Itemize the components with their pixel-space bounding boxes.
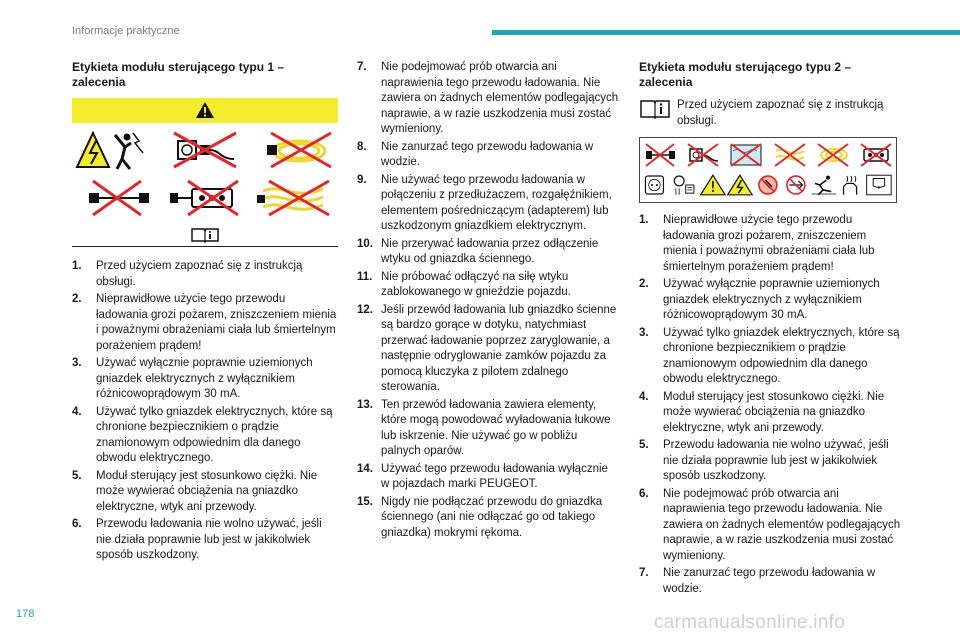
label-pictogram-grid — [72, 123, 338, 225]
no-extension-cord-icon — [75, 177, 157, 219]
label-type-2-pictograms — [639, 137, 897, 203]
list-item: 14. Używać tego przewodu ładowania wyłącznie w pojazdach marki PEUGEOT. — [357, 462, 608, 490]
no-water-immersion-icon — [729, 141, 763, 169]
list-item: 1. Nieprawidłowe użycie tego przewodu ładowania grozi pożarem, zniszczeniem mienia i poważnymi obrażeniami ciała lub śmiertelnym porażeniem prądem! — [639, 214, 875, 273]
list-item: 4. Moduł sterujący jest stosunkowo ciężki. Nie może wywierać obciążenia na gniazdko elektryczne, wtyk ani przewody. — [639, 390, 885, 434]
warning-triangle-icon — [195, 101, 215, 119]
manual-note-text: Przed użyciem zapoznać się z instrukcją obsługi. — [677, 99, 884, 127]
label-manual-row — [72, 225, 338, 247]
no-adapter-icon — [253, 177, 335, 219]
no-adapter-icon — [773, 141, 807, 169]
fuse-breaker-icon — [671, 171, 699, 199]
read-manual-book-icon — [639, 99, 671, 119]
no-extension-cord-icon — [643, 141, 677, 169]
list-item: 7. Nie podejmować prób otwarcia ani naprawienia tego przewodu ładowania. Nie zawiera on żadnych elementów podlegających naprawie, a w razie uszkodzenia musi zostać wymieniony. — [357, 61, 619, 135]
list-item: 5. Przewodu ładowania nie wolno używać, jeśli nie działa poprawnie lub jest w jakikolwiek sposób uszkodzony. — [639, 439, 889, 482]
no-power-strip-icon — [164, 177, 246, 219]
header-accent-bar — [492, 30, 960, 35]
hot-surface-hand-icon — [837, 171, 865, 199]
list-item: 15. Nigdy nie podłączać przewodu do gniazdka ściennego (ani nie odłączać go od takiego gniazdka) mokrymi rękoma. — [357, 495, 603, 539]
list-item: 2. Używać wyłącznie poprawnie uziemionych gniazdek elektrycznych z wyłącznikiem różnicowoprądowym 30 mA. — [639, 278, 880, 321]
grounded-socket-icon — [643, 171, 671, 199]
section-title-type-1: Etykieta modułu sterującego typu 1 – zalecenia — [72, 60, 285, 89]
list-type-1-part-1 — [72, 259, 338, 564]
list-item: 3. Używać wyłącznie poprawnie uziemionych gniazdek elektrycznych z wyłącznikiem różnicowoprądowym 30 mA. — [72, 357, 313, 400]
handle-with-care-icon — [865, 171, 893, 199]
list-item: 10. Nie przerywać ładowania przez odłączenie wtyku od gniazdka ściennego. — [357, 237, 599, 265]
list-item: 1. Przed użyciem zapoznać się z instrukcją obsługi. — [72, 260, 303, 288]
no-wet-hands-icon — [754, 171, 782, 199]
list-item: 8. Nie zanurzać tego przewodu ładowania w wodzie. — [357, 140, 594, 168]
list-item: 9. Nie używać tego przewodu ładowania w połączeniu z przedłużaczem, rozgałęźnikiem, elementem pośredniczącym (adapterem) lub uszkodzonym gniazdkiem elektrycznym. — [357, 173, 612, 232]
electric-shock-hazard-icon — [726, 171, 754, 199]
list-item: 3. Używać tylko gniazdek elektrycznych, które są chronione bezpiecznikiem o prądzie znamionowym odpowiednim dla danego obwodu elektrycznego. — [639, 326, 900, 385]
list-type-2 — [639, 213, 903, 597]
read-manual-book-icon — [190, 227, 220, 243]
label-type-2-row-2 — [643, 171, 893, 199]
watermark: carmanualsonline.info — [654, 612, 846, 633]
list-item: 4. Używać tylko gniazdek elektrycznych, które są chronione bezpiecznikiem o prądzie znamionowym odpowiednim dla danego obwodu elektrycznego. — [72, 405, 333, 464]
no-power-strip-icon — [859, 141, 893, 169]
no-coiled-cable-icon — [253, 129, 335, 171]
page-number: 178 — [16, 608, 35, 620]
list-item: 6. Nie podejmować prób otwarcia ani naprawienia tego przewodu ładowania. Nie zawiera on żadnych elementów podlegających naprawie, a w razie uszkodzenia musi zostać wymieniony. — [639, 487, 901, 562]
list-item: 13. Ten przewód ładowania zawiera elementy, które mogą powodować wyładowania łukowe lub iskrzenie. Nie używać go w pobliżu palnych oparów. — [357, 398, 611, 457]
list-item: 11. Nie próbować odłączyć na siłę wtyku zablokowanego w gnieździe pojazdu. — [357, 270, 571, 298]
no-damaged-socket-icon — [686, 141, 720, 169]
manual-note — [639, 98, 903, 129]
list-item: 2. Nieprawidłowe użycie tego przewodu ładowania grozi pożarem, zniszczeniem mienia i poważnymi obrażeniami ciała lub śmiertelnym porażeniem prądem! — [72, 293, 337, 352]
column-1 — [72, 60, 338, 566]
running-header-title: Informacje praktyczne — [72, 25, 180, 37]
label-type-1-pictograms — [72, 98, 338, 247]
list-item: 7. Nie zanurzać tego przewodu ładowania w wodzie. — [639, 567, 876, 595]
no-pulling-plug-icon — [782, 171, 810, 199]
electric-shock-hazard-icon — [75, 129, 157, 171]
label-warning-strip — [72, 98, 338, 123]
no-coiled-cable-icon — [816, 141, 850, 169]
section-title-type-2: Etykieta modułu sterującego typu 2 – zalecenia — [639, 60, 852, 89]
column-2 — [357, 60, 619, 543]
no-tripping-person-icon — [810, 171, 838, 199]
list-item: 12. Jeśli przewód ładowania lub gniazdko ścienne są bardzo gorące w dotyku, natychmiast przerwać ładowanie poprzez zaryglowanie, a następnie odryglowanie zamków pojazdu za pomocą kluczyka z pilotem zdalnego sterowania. — [357, 303, 617, 393]
no-damaged-socket-icon — [164, 129, 246, 171]
list-type-1-part-2 — [357, 60, 619, 541]
warning-triangle-icon — [699, 171, 727, 199]
list-item: 6. Przewodu ładowania nie wolno używać, jeśli nie działa poprawnie lub jest w jakikolwiek sposób uszkodzony. — [72, 518, 322, 561]
list-item: 5. Moduł sterujący jest stosunkowo ciężki. Nie może wywierać obciążenia na gniazdko elektryczne, wtyk ani przewody. — [72, 469, 318, 513]
column-3 — [639, 60, 903, 599]
label-type-2-row-1 — [643, 141, 893, 169]
